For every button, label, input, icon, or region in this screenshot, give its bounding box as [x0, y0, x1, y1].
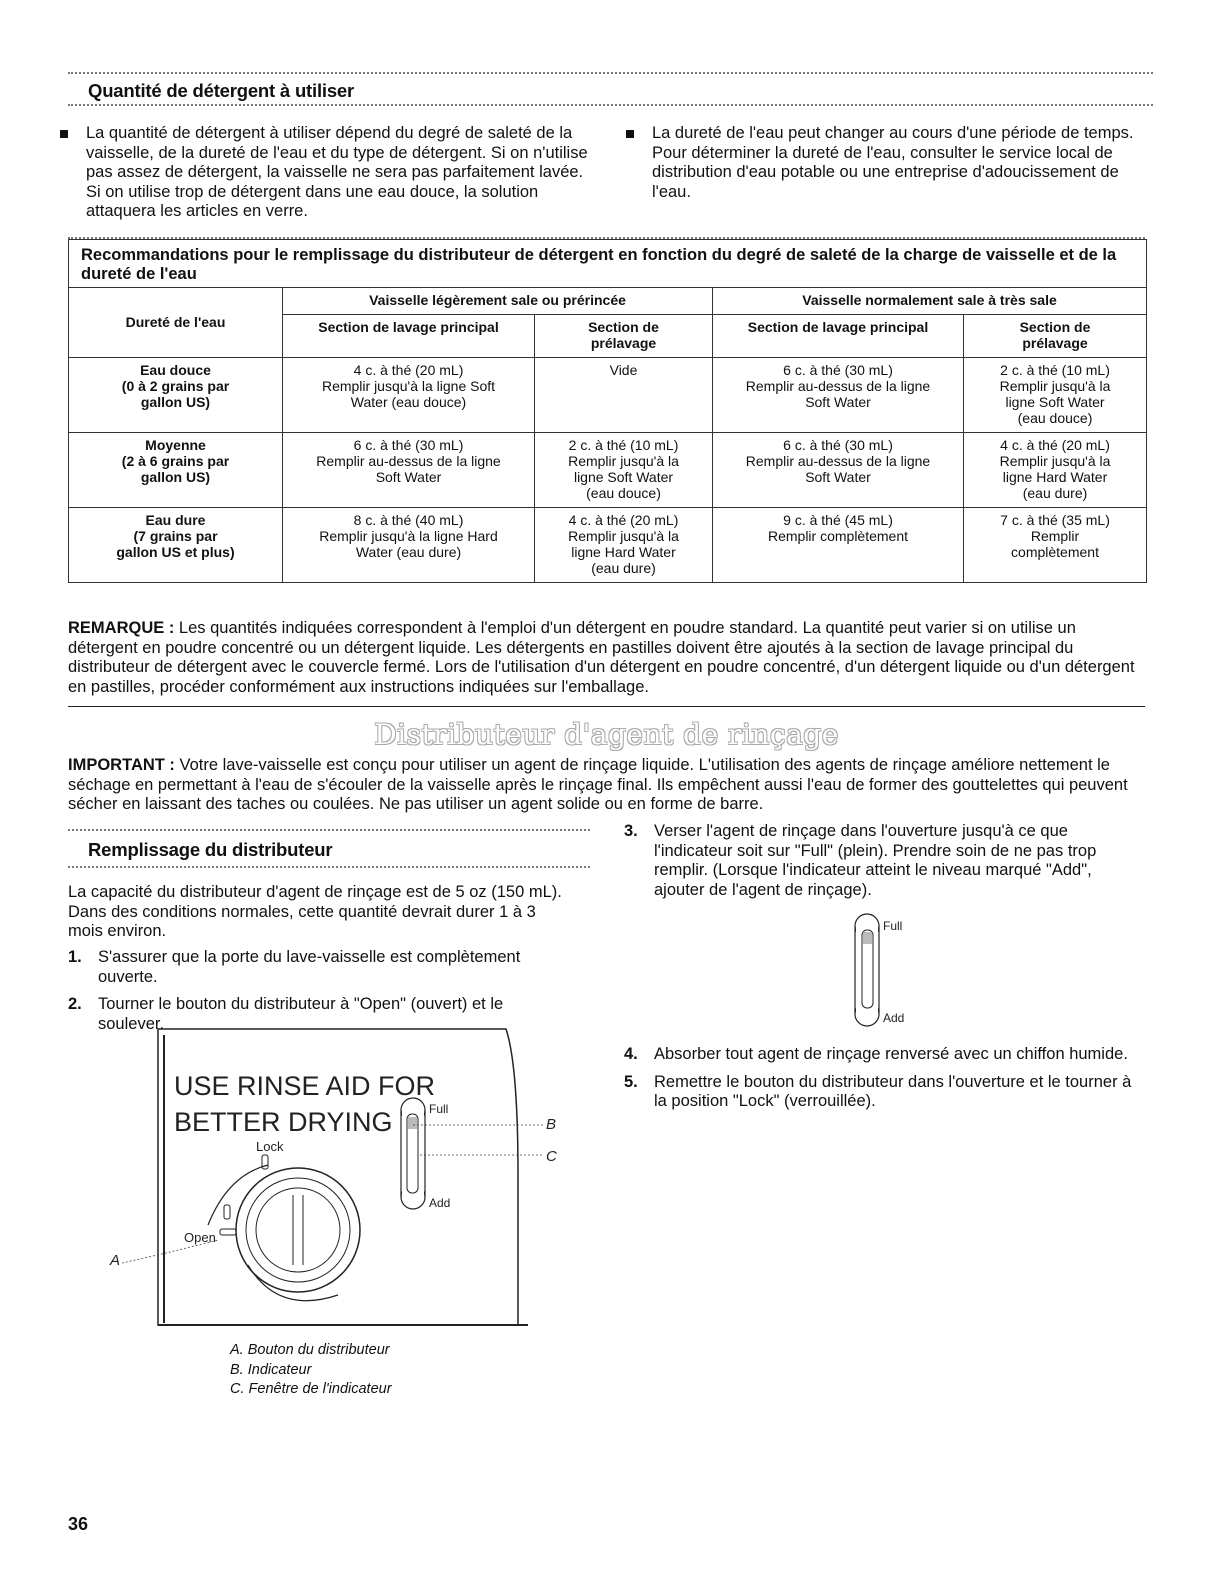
cell-hardness: Moyenne (2 à 6 grains par gallon US) [69, 433, 283, 508]
lock-label: Lock [256, 1139, 284, 1154]
panel-line-1: USE RINSE AID FOR [174, 1071, 436, 1101]
step-number: 1. [68, 948, 82, 966]
header-light: Vaisselle légèrement sale ou prérincée [283, 288, 713, 315]
steps-right-a [624, 822, 1144, 908]
bullet-item: La dureté de l'eau peut changer au cours d'une période de temps. Pour déterminer la dureté de l'eau, consulter le service local de distribution d'eau potable ou une entreprise d'adoucissement de l'eau. [624, 124, 1144, 202]
label-c: C [546, 1148, 557, 1165]
table-row [69, 508, 1147, 583]
label-b: B [546, 1116, 557, 1133]
figure-captions [230, 1341, 392, 1400]
step-number: 5. [624, 1072, 638, 1091]
section-divider [68, 706, 1145, 707]
header-main-normal: Section de lavage principal [713, 315, 964, 358]
step-item [624, 1045, 1144, 1065]
step-item [624, 822, 1144, 900]
cell-normal-main: 9 c. à thé (45 mL) Remplir complètement [713, 508, 964, 583]
rinse-title: Distributeur d'agent de rinçage [374, 718, 839, 751]
step-number: 3. [624, 822, 638, 840]
important-label: IMPORTANT : [68, 756, 175, 774]
important-text: Votre lave-vaisselle est conçu pour utiliser un agent de rinçage liquide. L'utilisation des agents de rinçage améliore nettement le séchage en permettant à l'eau de s'écouler de la vaisselle après le rinçage final. Ils empêchent aussi l'eau de former des gouttelettes qui peuvent sécher en laissant des taches ou coulées. Ne pas utiliser un agent solide ou en forme de barre. [68, 756, 1128, 813]
fig-full-label: Full [429, 1102, 449, 1116]
detergent-bullets-right [624, 124, 1144, 202]
indicator-add-label: Add [883, 1011, 905, 1025]
cell-hardness: Eau dure (7 grains par gallon US et plus) [69, 508, 283, 583]
caption-a: A. Bouton du distributeur [230, 1342, 390, 1358]
remark-label: REMARQUE : [68, 619, 175, 637]
caption-c: C. Fenêtre de l'indicateur [230, 1381, 392, 1397]
indicator-full-label: Full [883, 919, 903, 933]
top-rule [68, 72, 1153, 74]
fill-rule-bottom [68, 866, 590, 868]
page-number: 36 [68, 1514, 89, 1534]
header-prewash-light: Section de prélavage [535, 315, 713, 358]
fig-add-label: Add [429, 1196, 451, 1210]
cell-light-pre: Vide [535, 358, 713, 433]
cell-normal-main: 6 c. à thé (30 mL) Remplir au-dessus de la ligne Soft Water [713, 433, 964, 508]
cell-normal-main: 6 c. à thé (30 mL) Remplir au-dessus de la ligne Soft Water [713, 358, 964, 433]
panel-line-2: BETTER DRYING [174, 1107, 393, 1137]
label-a: A [110, 1252, 121, 1269]
header-main-light: Section de lavage principal [283, 315, 535, 358]
open-label: Open [184, 1230, 216, 1245]
step-text: S'assurer que la porte du lave-vaisselle est complètement ouverte. [98, 948, 521, 986]
remark [68, 619, 1148, 697]
header-prewash-normal: Section de prélavage [964, 315, 1147, 358]
cell-normal-pre: 4 c. à thé (20 mL) Remplir jusqu'à la ligne Hard Water (eau dure) [964, 433, 1147, 508]
detergent-bullets-left [58, 124, 598, 222]
step-item [624, 1073, 1144, 1112]
detergent-heading: Quantité de détergent à utiliser [88, 80, 355, 101]
step-text: Absorber tout agent de rinçage renversé avec un chiffon humide. [654, 1045, 1128, 1063]
cell-normal-pre: 2 c. à thé (10 mL) Remplir jusqu'à la ligne Soft Water (eau douce) [964, 358, 1147, 433]
caption-b: B. Indicateur [230, 1361, 312, 1378]
table-row [69, 433, 1147, 508]
cell-hardness: Eau douce (0 à 2 grains par gallon US) [69, 358, 283, 433]
step-text: Remettre le bouton du distributeur dans l'ouverture et le tourner à la position "Lock" (verrouillée). [654, 1072, 1132, 1110]
dispenser-illustration [108, 1025, 578, 1335]
table-row [69, 358, 1147, 433]
cell-light-main: 8 c. à thé (40 mL) Remplir jusqu'à la ligne Hard Water (eau dure) [283, 508, 535, 583]
cell-light-pre: 4 c. à thé (20 mL) Remplir jusqu'à la ligne Hard Water (eau dure) [535, 508, 713, 583]
fill-rule-top [68, 829, 590, 831]
bullet-item: La quantité de détergent à utiliser dépend du degré de saleté de la vaisselle, de la dureté de l'eau et du type de détergent. Si on n'utilise pas assez de détergent, la vaisselle ne sera pas parfaitement lavée. Si on utilise trop de détergent dans une eau douce, la solution attaquera les articles en verre. [58, 124, 598, 222]
step-text: Verser l'agent de rinçage dans l'ouverture jusqu'à ce que l'indicateur soit sur "Full" (plein). Prendre soin de ne pas trop remplir. (Lorsque l'indicateur atteint le niveau marqué "Add", ajouter de l'agent de rinçage). [654, 822, 1097, 899]
cell-light-main: 4 c. à thé (20 mL) Remplir jusqu'à la ligne Soft Water (eau douce) [283, 358, 535, 433]
remark-text: Les quantités indiquées correspondent à l'emploi d'un détergent en poudre standard. La quantité peut varier si on utilise un détergent en poudre concentré ou un détergent liquide. Les détergents en pastilles doivent être ajoutés à la section de lavage principal du distributeur de détergent avec le couvercle fermé. Lors de l'utilisation d'un détergent en poudre concentré, d'un détergent liquide ou d'un détergent en pastilles, procéder conformément aux instructions indiquées sur l'emballage. [68, 619, 1135, 696]
cell-light-pre: 2 c. à thé (10 mL) Remplir jusqu'à la ligne Soft Water (eau douce) [535, 433, 713, 508]
header-hardness: Dureté de l'eau [69, 288, 283, 358]
fill-heading: Remplissage du distributeur [88, 839, 333, 860]
cell-light-main: 6 c. à thé (30 mL) Remplir au-dessus de la ligne Soft Water [283, 433, 535, 508]
important-note [68, 756, 1148, 815]
step-number: 2. [68, 995, 82, 1013]
step-item [68, 948, 568, 987]
indicator-icon [850, 912, 920, 1032]
capacity-text: La capacité du distributeur d'agent de rinçage est de 5 oz (150 mL). Dans des conditions normales, cette quantité devrait durer 1 à 3 mois environ. [68, 883, 562, 940]
step-text: Tourner le bouton du distributeur à "Open" (ouvert) et le soulever. [98, 995, 504, 1033]
heading-rule [68, 104, 1153, 106]
header-normal: Vaisselle normalement sale à très sale [713, 288, 1147, 315]
cell-normal-pre: 7 c. à thé (35 mL) Remplir complètement [964, 508, 1147, 583]
steps-right-b [624, 1045, 1144, 1120]
recommendations-table [68, 287, 1147, 583]
recommendations-title: Recommandations pour le remplissage du distributeur de détergent en fonction du degré de saleté de la charge de vaisselle et de la dureté de l'eau [68, 239, 1147, 288]
step-number: 4. [624, 1045, 638, 1063]
